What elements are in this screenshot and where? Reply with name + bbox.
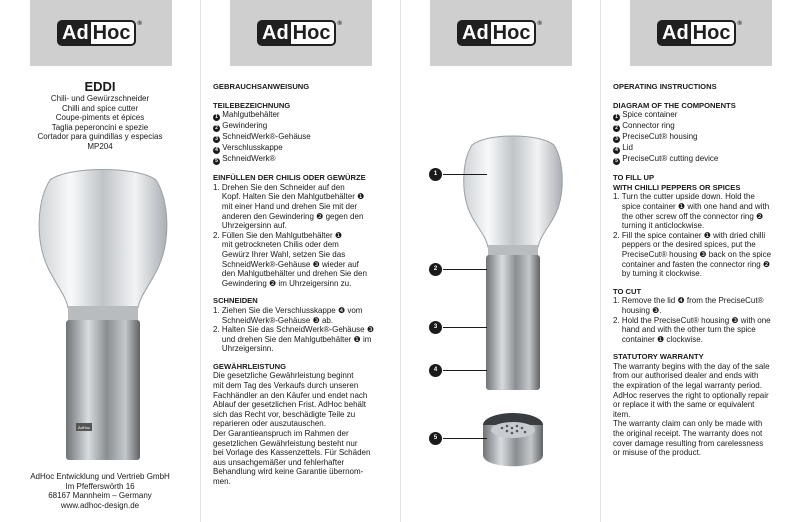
callout-line (443, 370, 487, 371)
adhoc-logo (57, 20, 142, 46)
cut-steps (213, 306, 399, 354)
part-number-badge: 3 (613, 136, 620, 143)
warranty-text-en: The warranty begins with the day of the sale from our authorised dealer and ends with the expiration of the legal warranty period. AdHoc reserves the right to optionally repair or replace it with the same or equivalent item. The warranty claim can only be made with the original receipt. The warranty does not cover damage resulting from carelessness or misuse of the product. (613, 361, 770, 458)
company-address (0, 472, 200, 510)
parts-list (613, 110, 799, 165)
part-number-badge: 5 (213, 158, 220, 165)
product-subtitle: Taglia peperoncini e spezie (51, 122, 149, 132)
fill-steps (213, 183, 399, 289)
callout-4: 4 (429, 364, 442, 377)
exploded-diagram (450, 125, 570, 520)
brand-header (630, 0, 772, 66)
part-item (613, 154, 799, 165)
logo-hoc: Hoc (91, 20, 137, 46)
logo-reg: ® (737, 21, 742, 27)
heading-gebrauchsanweisung: GEBRAUCHSANWEISUNG (213, 82, 310, 91)
part-label: Spice container (620, 110, 678, 120)
product-subtitle: MP204 (87, 141, 113, 151)
instruction-step: 2. Fill the spice container ❶ with dried chilli peppers or the desired spices, put the PreciseCut® housing ❸ back on the spice container and fasten the connector ring ❷ by turning it clockwise. (613, 230, 772, 279)
brand-header (30, 0, 172, 66)
instruction-step: 1. Turn the cutter upside down. Hold the spice container ❶ with one hand and with the other screw off the connector ring ❷ turning it anticlockwise. (613, 192, 770, 231)
instruction-step: 2. Füllen Sie den Mahlgutbehälter ❶ mit getrockneten Chilis oder dem Gewürz Ihrer Wahl, setzen Sie das SchneidWerk®-Gehäuse ❸ wieder auf den Mahlgutbehälter und drehen Sie den Gewindering ❷ im Uhrzeigersinn zu. (213, 230, 367, 288)
cut-steps (613, 296, 799, 344)
instruction-step: 1. Ziehen Sie die Verschlusskappe ❹ vom SchneidWerk®-Gehäuse ❸ ab. (213, 305, 363, 325)
part-label: Mahlgutbehälter (220, 110, 280, 120)
part-item (213, 143, 399, 154)
part-item (213, 121, 399, 132)
heading-operating-instructions: OPERATING INSTRUCTIONS (613, 82, 717, 91)
part-number-badge: 2 (213, 125, 220, 132)
instruction-step: 2. Hold the PreciseCut® housing ❸ with one hand and with the other turn the spice container ❶ clockwise. (613, 315, 771, 344)
warranty-text-de: Die gesetzliche Gewährleistung beginnt mit dem Tag des Verkaufs durch unseren Fachhändler an den Käufer und endet nach Ablauf der gesetzlichen Frist. AdHoc behält sich das Recht vor, beschädigte Teile zu reparieren oder auszutauschen. Der Garantieanspruch im Rahmen der gesetzlichen Gewährleistung besteht nur bei Vorlage des Kassenzettels. Für Schäden aus unsachgemäßer und fehlerhafter Behandlung wird keine Garantie übernom- men. (213, 371, 371, 486)
product-subtitle: Coupe-piments et épices (55, 113, 145, 123)
parts-list (213, 110, 399, 165)
heading-statutory-warranty: STATUTORY WARRANTY (613, 352, 704, 362)
logo-hoc: Hoc (491, 20, 537, 46)
logo-ad: Ad (257, 20, 291, 46)
product-subtitles (0, 94, 200, 152)
heading-to-cut: TO CUT (613, 286, 642, 296)
panel-diagram (400, 0, 600, 522)
part-number-badge: 4 (213, 147, 220, 154)
part-number-badge: 1 (613, 114, 620, 121)
heading-to-fill-up: TO FILL UP WITH CHILLI PEPPERS OR SPICES (613, 173, 741, 192)
callout-5: 5 (429, 432, 442, 445)
callout-line (443, 269, 487, 270)
part-item (213, 154, 399, 165)
address-line: 68167 Mannheim – Germany (48, 491, 152, 501)
part-number-badge: 1 (213, 114, 220, 121)
heading-diagram-components: DIAGRAM OF THE COMPONENTS (613, 100, 736, 110)
callout-1: 1 (429, 168, 442, 181)
part-label: SchneidWerk®-Gehäuse (220, 132, 311, 142)
product-title-block (0, 80, 200, 152)
adhoc-logo (457, 20, 542, 46)
product-subtitle: Chili- und Gewürzschneider (50, 94, 150, 103)
instruction-step: 1. Remove the lid ❹ from the PreciseCut® housing ❸. (613, 296, 764, 315)
product-label: AdHoc (78, 425, 91, 430)
english-instructions (613, 82, 799, 458)
part-label: SchneidWerk® (220, 154, 276, 164)
heading-gewaehrleistung: GEWÄHRLEISTUNG (213, 361, 286, 371)
spice-container-part (464, 136, 563, 247)
part-item (613, 121, 799, 132)
product-subtitle: Cortador para guindillas y especias (37, 132, 163, 142)
housing-part (486, 255, 540, 390)
callout-line (443, 438, 487, 439)
heading-einfuellen: EINFÜLLEN DER CHILIS ODER GEWÜRZE (213, 173, 366, 183)
part-item (213, 110, 399, 121)
part-number-badge: 2 (613, 125, 620, 132)
part-label: Verschlusskappe (220, 143, 283, 153)
brand-header (430, 0, 572, 66)
callout-3: 3 (429, 321, 442, 334)
address-line: Im Pfefferswörth 16 (65, 481, 135, 491)
adhoc-logo (657, 20, 742, 46)
logo-hoc: Hoc (291, 20, 337, 46)
part-label: Gewindering (220, 121, 268, 131)
part-item (613, 132, 799, 143)
product-subtitle: Chilli and spice cutter (61, 103, 139, 113)
logo-reg: ® (137, 21, 142, 27)
logo-hoc: Hoc (691, 20, 737, 46)
part-item (613, 143, 799, 154)
part-item (213, 132, 399, 143)
callout-2: 2 (429, 263, 442, 276)
heading-teilebezeichnung: TEILEBEZEICHNUNG (213, 100, 291, 110)
german-instructions (213, 82, 399, 487)
address-line: www.adhoc-design.de (60, 500, 140, 510)
logo-ad: Ad (457, 20, 491, 46)
logo-ad: Ad (657, 20, 691, 46)
brand-header (230, 0, 372, 66)
part-label: Connector ring (620, 121, 675, 131)
logo-ad: Ad (57, 20, 91, 46)
part-number-badge: 4 (613, 147, 620, 154)
panel-english (600, 0, 800, 522)
fill-steps (613, 192, 799, 278)
part-number-badge: 3 (213, 136, 220, 143)
product-image (28, 158, 178, 468)
part-item (613, 110, 799, 121)
instruction-step: 1. Drehen Sie den Schneider auf den Kopf. Halten Sie den Mahlgutbehälter ❶ mit einer Hand und drehen Sie mit der anderen den Gewindering ❷ gegen den Uhrzeigersinn auf. (213, 182, 365, 231)
callout-line (443, 327, 487, 328)
part-label: PreciseCut® cutting device (620, 154, 719, 164)
address-line: AdHoc Entwicklung und Vertrieb GmbH (30, 472, 170, 481)
instruction-step: 2. Halten Sie das SchneidWerk®-Gehäuse ❸ und drehen Sie den Mahlgutbehälter ❶ im Uhrzeigersinn. (213, 325, 374, 354)
panel-german (200, 0, 400, 522)
heading-schneiden: SCHNEIDEN (213, 296, 258, 306)
product-title: EDDI (84, 79, 116, 94)
logo-reg: ® (537, 21, 542, 27)
adhoc-logo (257, 20, 342, 46)
part-label: PreciseCut® housing (620, 132, 698, 142)
part-label: Lid (620, 143, 633, 153)
logo-reg: ® (337, 21, 342, 27)
panel-cover (0, 0, 200, 522)
callout-line (443, 174, 487, 175)
part-number-badge: 5 (613, 158, 620, 165)
